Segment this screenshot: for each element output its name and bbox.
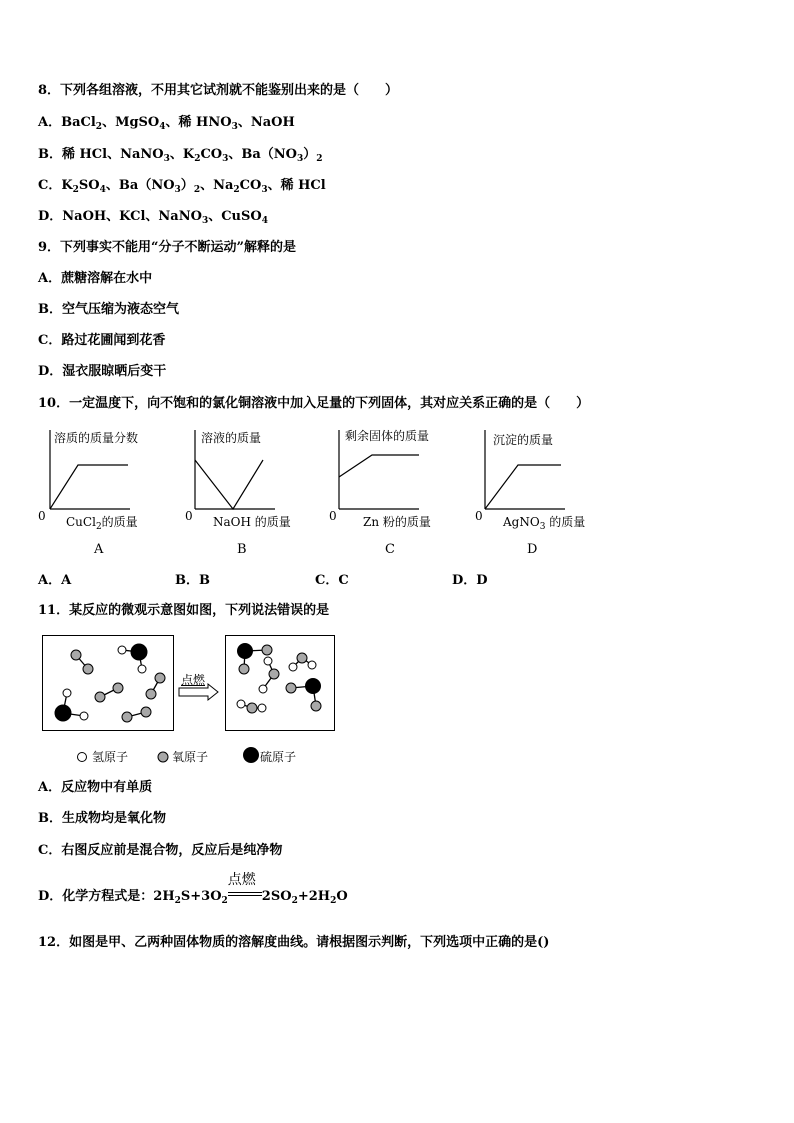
- o2-molecule: [71, 650, 93, 674]
- q11-option-b: B．生成物均是氧化物: [38, 811, 166, 826]
- graph-b-origin: 0: [185, 509, 193, 523]
- arrow-label: 点燃: [181, 673, 206, 687]
- graph-a: [38, 425, 168, 555]
- graph-b: [183, 425, 313, 555]
- products-box: [225, 635, 335, 731]
- q9-option-a: A．蔗糖溶解在水中: [38, 271, 153, 286]
- graph-c-letter: C: [385, 542, 395, 557]
- graph-c-xlabel: Zn 粉的质量: [363, 515, 431, 529]
- o2-molecule: [122, 707, 151, 722]
- q8-option-c: C．$K_2SO_4$、$Ba(NO_3)_2$、$Na_2CO_3$、稀 HCl: [38, 178, 326, 195]
- curve-d: [485, 465, 561, 509]
- h2o-molecule: [259, 657, 279, 693]
- q11-stem: 11．某反应的微观示意图如图，下列说法错误的是: [38, 603, 330, 618]
- atom-legend: [72, 746, 332, 768]
- legend-sulfur: 硫原子: [260, 750, 297, 764]
- legend-oxygen: 氧原子: [172, 750, 209, 764]
- q12-stem: 12．如图是甲、乙两种固体物质的溶解度曲线。请根据图示判断，下列选项中正确的是(): [38, 935, 550, 950]
- graph-b-ylabel: 溶液的质量: [201, 431, 262, 445]
- graph-b-xlabel: NaOH 的质量: [213, 515, 291, 529]
- q10-option-a: A．A: [38, 573, 72, 588]
- q8-option-b: B．稀 HCl、NaNO$_3$、$K_2CO_3$、$Ba(NO_3)_2$: [38, 147, 323, 164]
- q10-option-b: B．B: [175, 573, 210, 588]
- q9-stem: 9．下列事实不能用“分子不断运动”解释的是: [38, 240, 297, 255]
- graph-d-xlabel: AgNO$_3$ 的质量: [503, 515, 586, 532]
- curve-b: [195, 460, 263, 509]
- q10-stem: 10．一定温度下，向不饱和的氯化铜溶液中加入足量的下列固体，其对应关系正确的是（ ）: [38, 396, 590, 411]
- q10-option-d: D．D: [452, 573, 488, 588]
- q9-option-d: D．湿衣服晾晒后变干: [38, 364, 167, 379]
- graph-c-ylabel: 剩余固体的质量: [345, 429, 430, 443]
- h2o-molecule: [237, 700, 266, 713]
- q8-stem: 8．下列各组溶液，不用其它试剂就不能鉴别出来的是（ ）: [38, 83, 399, 98]
- graph-c-origin: 0: [329, 509, 337, 523]
- products-diagram: [226, 636, 334, 730]
- reactants-diagram: [43, 636, 173, 730]
- graph-c: [327, 425, 457, 555]
- h2o-molecule: [289, 653, 316, 671]
- q11-option-d: D．化学方程式是：$2H_2S+3O_2$ 点燃 $2SO_2+2H_2O$: [38, 871, 348, 906]
- graph-a-letter: A: [94, 542, 104, 557]
- h2s-molecule: [118, 644, 147, 673]
- o2-molecule: [146, 673, 165, 699]
- curve-c: [339, 455, 419, 477]
- graph-d: [473, 425, 603, 555]
- legend-hydrogen: 氢原子: [92, 750, 129, 764]
- reaction-condition: 点燃: [228, 889, 262, 905]
- reaction-arrow: [178, 673, 220, 703]
- sulfur-atom-icon: [242, 746, 260, 764]
- graph-a-origin: 0: [38, 509, 46, 523]
- oxygen-atom-icon: [156, 750, 170, 764]
- graph-a-xlabel: CuCl$_2$的质量: [66, 515, 138, 532]
- hydrogen-atom-icon: [75, 750, 89, 764]
- o2-molecule: [95, 683, 123, 702]
- graph-d-letter: D: [527, 542, 538, 557]
- graph-d-ylabel: 沉淀的质量: [493, 433, 554, 447]
- q11-option-a: A．反应物中有单质: [38, 780, 153, 795]
- q9-option-b: B．空气压缩为液态空气: [38, 302, 179, 317]
- arrow-icon: [178, 673, 220, 703]
- curve-a: [50, 465, 128, 509]
- q11-option-c: C．右图反应前是混合物，反应后是纯净物: [38, 843, 283, 858]
- q9-option-c: C．路过花圃闻到花香: [38, 333, 166, 348]
- q8-option-a: A．BaCl$_2$、MgSO$_4$、稀 $HNO_3$、NaOH: [38, 115, 295, 132]
- graph-b-letter: B: [237, 542, 247, 557]
- h2s-molecule: [55, 689, 88, 721]
- q10-option-c: C．C: [315, 573, 349, 588]
- reactants-box: [42, 635, 174, 731]
- q8-option-d: D．NaOH、KCl、NaNO$_3$、CuSO$_4$: [38, 209, 268, 226]
- graph-d-origin: 0: [475, 509, 483, 523]
- graph-a-ylabel: 溶质的质量分数: [54, 431, 139, 445]
- so2-molecule: [286, 678, 321, 711]
